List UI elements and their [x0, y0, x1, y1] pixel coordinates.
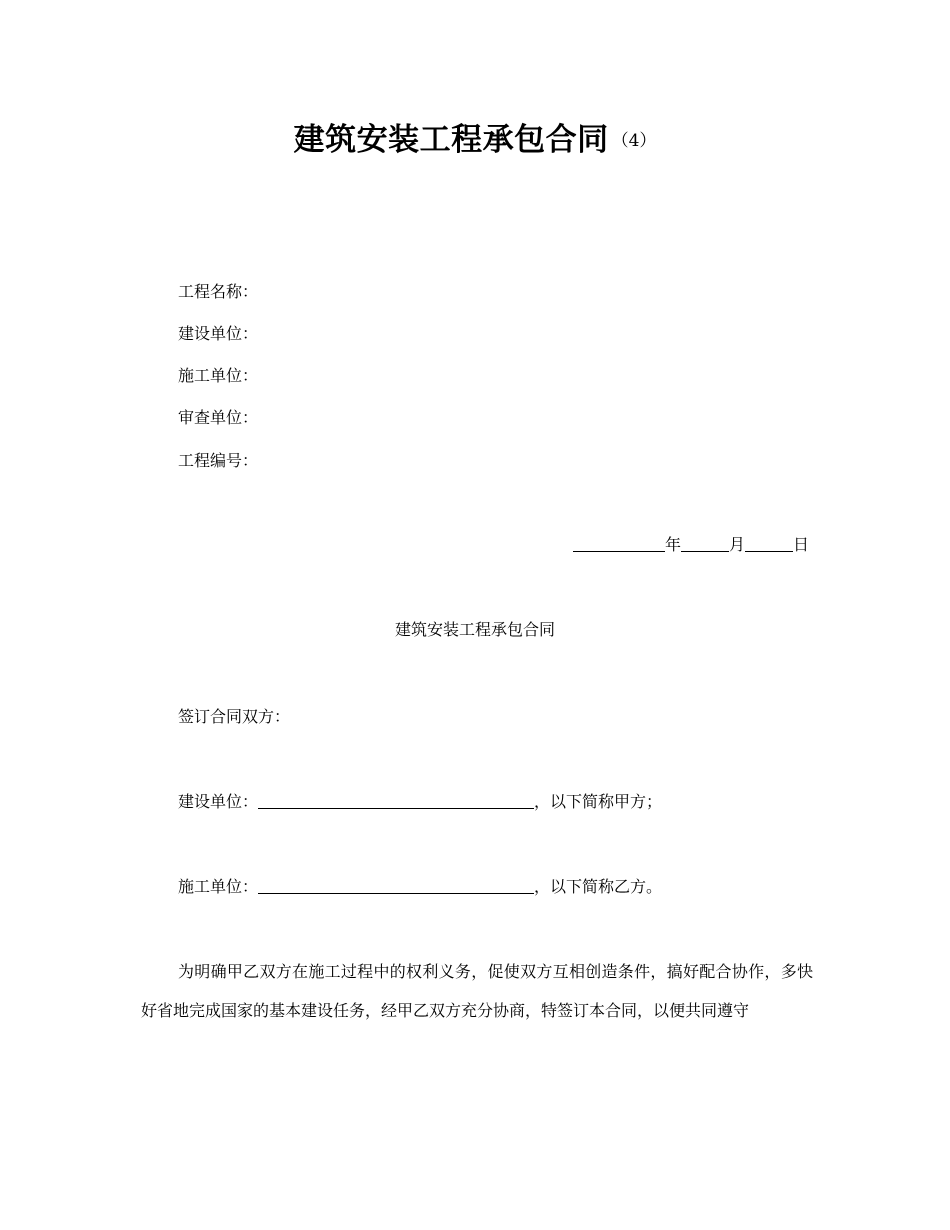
- field-contractor-unit: 施工单位：: [178, 366, 259, 385]
- date-line: [573, 532, 809, 555]
- title-number: （4）: [611, 131, 657, 151]
- day-label: 日: [792, 535, 809, 554]
- party-b-blank[interactable]: [258, 879, 534, 894]
- party-b-label: 施工单位：: [178, 877, 259, 896]
- intro-paragraph: 为明确甲乙双方在施工过程中的权利义务，促使双方互相创造条件，搞好配合协作，多快好省地完成国家的基本建设任务，经甲乙双方充分协商，特签订本合同，以便共同遵守: [141, 962, 813, 1020]
- month-blank[interactable]: [681, 537, 729, 552]
- party-a-line: [178, 789, 662, 812]
- month-label: 月: [728, 535, 745, 554]
- field-project-number: 工程编号：: [178, 451, 259, 470]
- document-subtitle: 建筑安装工程承包合同: [394, 620, 555, 639]
- title-main: 建筑安装工程承包合同: [293, 122, 609, 158]
- party-a-label: 建设单位：: [178, 792, 259, 811]
- year-blank[interactable]: [573, 537, 665, 552]
- field-construction-unit: 建设单位：: [178, 324, 259, 343]
- field-review-unit: 审查单位：: [178, 408, 259, 427]
- parties-heading: 签订合同双方：: [178, 707, 291, 726]
- day-blank[interactable]: [745, 537, 793, 552]
- party-b-line: [178, 874, 662, 897]
- party-a-blank[interactable]: [258, 794, 534, 809]
- party-a-suffix: ，以下简称甲方；: [534, 792, 663, 811]
- year-label: 年: [664, 535, 681, 554]
- document-title: [0, 114, 950, 159]
- party-b-suffix: ，以下简称乙方。: [534, 877, 663, 896]
- field-project-name: 工程名称：: [178, 282, 259, 301]
